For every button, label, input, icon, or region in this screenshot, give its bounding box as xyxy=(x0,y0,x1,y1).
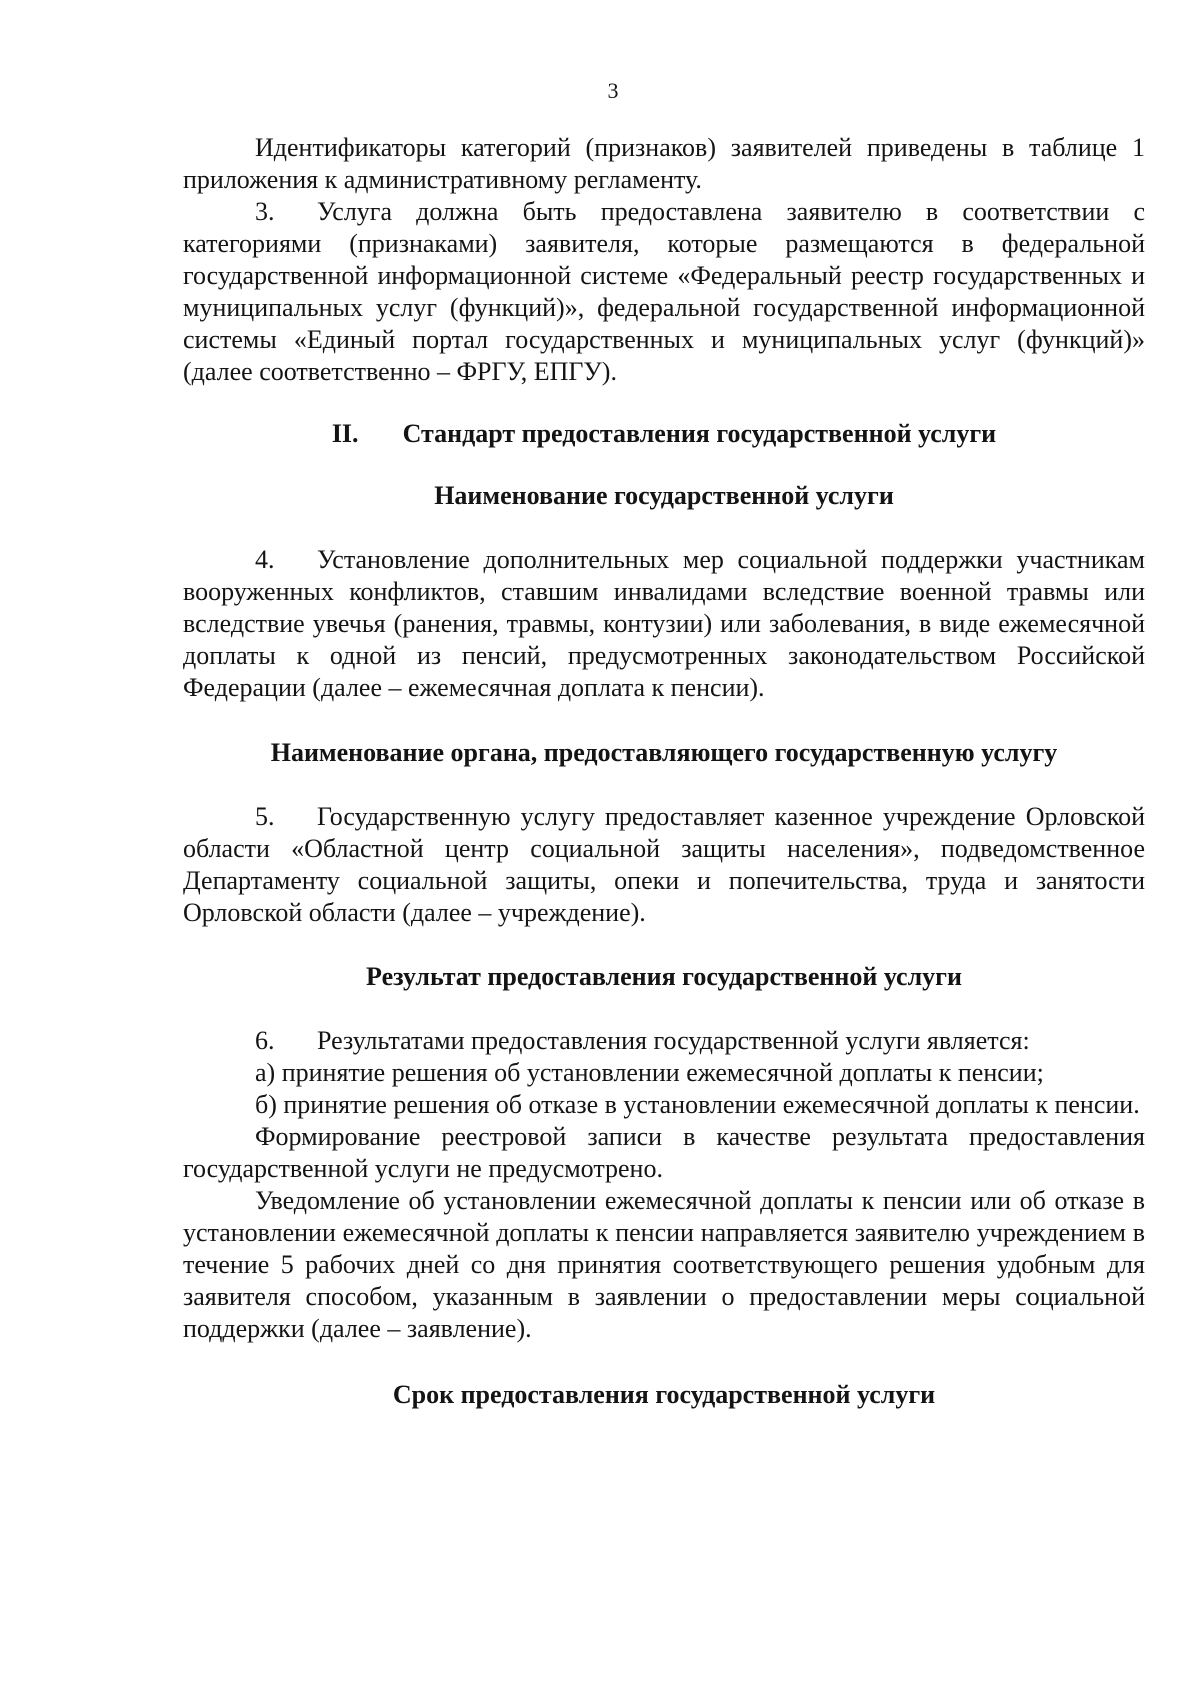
item-number: 6. xyxy=(255,1026,275,1055)
item-text: Государственную услугу предоставляет казенное учреждение Орловской области «Областной центр социальной защиты населения», подведомственное Департаменту социальной защиты, опеки и попечительства, труда и занятости Орловской области (далее – учреждение). xyxy=(183,802,1145,927)
subheading-authority: Наименование органа, предоставляющего государственную услугу xyxy=(270,738,1058,767)
subitem-a: а) принятие решения об установлении ежемесячной доплаты к пенсии; xyxy=(255,1058,1044,1087)
page-number: 3 xyxy=(607,78,619,103)
paragraph-registry: Формирование реестровой записи в качестве результата предоставления государственной услуги не предусмотрено. xyxy=(183,1122,1145,1183)
paragraph-notification: Уведомление об установлении ежемесячной доплаты к пенсии или об отказе в установлении ежемесячной доплаты к пенсии направляется заявителю учреждением в течение 5 рабочих дней со дня принятия соответствующего решения удобным для заявителя способом, указанным в заявлении о предоставлении меры социальной поддержки (далее – заявление). xyxy=(183,1186,1145,1343)
paragraph-item-4 xyxy=(183,544,1145,704)
item-text: Услуга должна быть предоставлена заявителю в соответствии с категориями (признаками) заявителя, которые размещаются в федеральной государственной информационной системе «Федеральный реестр государственных и муниципальных услуг (функций)», федеральной государственной информационной системы «Единый портал государственных и муниципальных услуг (функций)» (далее соответственно – ФРГУ, ЕПГУ). xyxy=(183,197,1145,386)
item-text: Результатами предоставления государственной услуги является: xyxy=(317,1026,1030,1055)
paragraph-item-6 xyxy=(183,1025,1145,1057)
subheading-term: Срок предоставления государственной услуги xyxy=(392,1380,936,1409)
subheading-service-name: Наименование государственной услуги xyxy=(434,481,894,510)
subitem-b: б) принятие решения об отказе в установлении ежемесячной доплаты к пенсии. xyxy=(255,1090,1140,1119)
item-number: 4. xyxy=(255,545,275,574)
document-body xyxy=(183,132,1145,1411)
section-heading xyxy=(183,418,1145,450)
item-number: 3. xyxy=(255,197,275,226)
item-number: 5. xyxy=(255,802,275,831)
paragraph-item-3 xyxy=(183,196,1145,388)
paragraph-identifiers: Идентификаторы категорий (признаков) заявителей приведены в таблице 1 приложения к административному регламенту. xyxy=(183,133,1145,194)
item-text: Установление дополнительных мер социальной поддержки участникам вооруженных конфликтов, ставшим инвалидами вследствие военной травмы или вследствие увечья (ранения, травмы, контузии) или заболевания, в виде ежемесячной доплаты к одной из пенсий, предусмотренных законодательством Российской Федерации (далее – ежемесячная доплата к пенсии). xyxy=(183,545,1145,702)
paragraph-item-5 xyxy=(183,801,1145,929)
section-title: Стандарт предоставления государственной услуги xyxy=(402,419,997,448)
section-number: II. xyxy=(331,419,359,448)
subheading-result: Результат предоставления государственной услуги xyxy=(366,962,962,991)
